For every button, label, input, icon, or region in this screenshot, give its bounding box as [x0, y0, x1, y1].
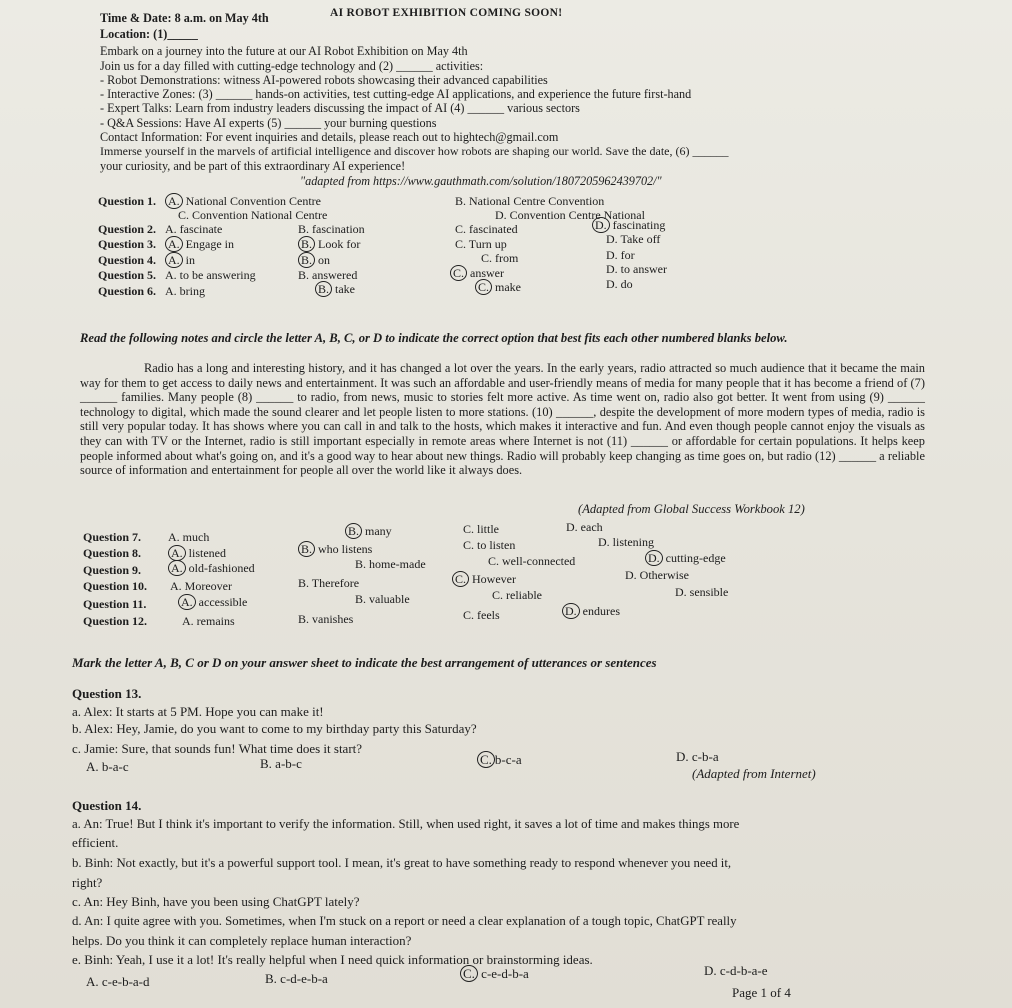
q10-option-a[interactable]: A. Moreover: [170, 579, 232, 593]
q4-option-a[interactable]: A. in: [165, 253, 195, 267]
q14-line-d2: helps. Do you think it can completely replace human interaction?: [72, 933, 412, 948]
time-date: Time & Date: 8 a.m. on May 4th: [100, 11, 269, 25]
q13-option-b[interactable]: B. a-b-c: [260, 756, 302, 771]
q14-label: Question 14.: [72, 798, 142, 813]
q14-line-b2: right?: [72, 875, 103, 890]
page-number: Page 1 of 4: [732, 985, 791, 1000]
q14-line-d: d. An: I quite agree with you. Sometimes, when I'm stuck on a report or need a clear explanation of a tough topic, ChatGPT really: [72, 914, 737, 928]
q10-option-b[interactable]: B. Therefore: [298, 576, 360, 590]
q6-option-a[interactable]: A. bring: [165, 284, 205, 298]
notice-line-5: - Expert Talks: Learn from industry leaders discussing the impact of AI (4) ______ various sectors: [100, 101, 580, 115]
q10-option-c[interactable]: C. However: [452, 572, 516, 586]
q11-option-c[interactable]: C. reliable: [492, 588, 542, 602]
q14-option-d[interactable]: D. c-d-b-a-e: [704, 963, 768, 978]
notice-line-9: your curiosity, and be part of this extraordinary AI experience!: [100, 159, 406, 173]
notice-line-3: - Robot Demonstrations: witness AI-powered robots showcasing their advanced capabilities: [100, 73, 548, 87]
q4-label: Question 4.: [98, 253, 157, 267]
q5-label: Question 5.: [98, 268, 157, 282]
q6-label: Question 6.: [98, 284, 157, 298]
q13-option-a[interactable]: A. b-a-c: [86, 759, 129, 774]
q8-option-a[interactable]: A. listened: [168, 546, 226, 560]
q8-option-b[interactable]: B. who listens: [298, 542, 372, 556]
q2-option-a[interactable]: A. fascinate: [165, 222, 223, 236]
q1-label: Question 1.: [98, 194, 157, 208]
q3-option-c[interactable]: C. Turn up: [455, 237, 507, 251]
q7-label: Question 7.: [83, 530, 142, 544]
q7-option-d[interactable]: D. each: [566, 520, 603, 534]
q14-option-a[interactable]: A. c-e-b-a-d: [86, 974, 150, 989]
passage-source: (Adapted from Global Success Workbook 12): [578, 502, 805, 516]
q13-line-c: c. Jamie: Sure, that sounds fun! What time does it start?: [72, 741, 363, 756]
q12-label: Question 12.: [83, 614, 148, 628]
q7-option-b[interactable]: B. many: [345, 524, 392, 538]
q11-option-d[interactable]: D. sensible: [675, 585, 729, 599]
q14-line-c: c. An: Hey Binh, have you been using ChatGPT lately?: [72, 894, 360, 909]
q1-option-a[interactable]: A. National Convention Centre: [165, 194, 321, 208]
q10-option-d[interactable]: D. Otherwise: [625, 568, 689, 582]
q4-option-d[interactable]: D. for: [606, 248, 635, 262]
q5-option-b[interactable]: B. answered: [298, 268, 358, 282]
q3-option-a[interactable]: A. Engage in: [165, 237, 234, 251]
q12-option-a[interactable]: A. remains: [182, 614, 235, 628]
q14-line-a: a. An: True! But I think it's important to verify the information. Still, when used right, it saves a lot of time and makes things more: [72, 817, 740, 831]
q14-option-c[interactable]: C. c-e-d-b-a: [460, 967, 529, 981]
q6-option-d[interactable]: D. do: [606, 277, 633, 291]
q6-option-b[interactable]: B. take: [315, 282, 355, 296]
q1-option-b[interactable]: B. National Centre Convention: [455, 194, 605, 208]
notice-line-4: - Interactive Zones: (3) ______ hands-on activities, test cutting-edge AI applications, and experience the future first-hand: [100, 87, 692, 101]
q5-option-c[interactable]: C. answer: [450, 266, 504, 280]
location-line: Location: (1)_____: [100, 27, 198, 41]
q11-label: Question 11.: [83, 597, 147, 611]
q7-option-c[interactable]: C. little: [463, 522, 499, 536]
q14-line-b: b. Binh: Not exactly, but it's a powerful support tool. I mean, it's great to have something ready to respond whenever you need it,: [72, 856, 732, 870]
q13-line-a: a. Alex: It starts at 5 PM. Hope you can make it!: [72, 704, 324, 719]
notice-line-1: Embark on a journey into the future at our AI Robot Exhibition on May 4th: [100, 44, 468, 58]
q3-label: Question 3.: [98, 237, 157, 251]
q13-option-c[interactable]: C. b-c-a: [477, 753, 522, 767]
q9-option-b[interactable]: B. home-made: [355, 557, 426, 571]
q2-option-c[interactable]: C. fascinated: [455, 222, 518, 236]
q8-option-c[interactable]: C. to listen: [463, 538, 516, 552]
q9-option-d[interactable]: D. cutting-edge: [645, 551, 726, 565]
radio-passage: Radio has a long and interesting history, and it has changed a lot over the years. In the early years, radio attracted so much audience that it became the main way for them to get access to daily news and entertainment. It was such an affordable and user-friendly means of media for many people that it has become a friend of (7) ______ families. Many people (8) ______ to radio, from news, music to stories felt more active. As time went on, radio also got better. It went from using (9) ______ technology to digital, which made the sound clearer and let people listen to more stations. (10) ______, despite the development of more modern types of media, radio is still very popular today. It has shows where you can call in and talk to the hosts, which makes it interactive and fun. And even though people cannot enjoy the visuals as they can with TV or the Internet, radio is still important especially in remote areas where Internet is not (11) ______ or affordable for certain populations. It helps keep people informed about what's going on, and it's a good way to hear about new things. Radio will probably keep changing as time goes on, but radio (12) ______ a reliable source of information and entertainment for people all over the world like it always does.: [80, 361, 925, 478]
notice-line-7: Contact Information: For event inquiries and details, please reach out to hightech@gmail.com: [100, 130, 559, 144]
q3-option-d[interactable]: D. Take off: [606, 232, 661, 246]
q2-label: Question 2.: [98, 222, 157, 236]
q11-option-a[interactable]: A. accessible: [178, 595, 247, 609]
q2-option-b[interactable]: B. fascination: [298, 222, 365, 236]
q14-option-b[interactable]: B. c-d-e-b-a: [265, 971, 328, 986]
instruction-2: Mark the letter A, B, C or D on your answer sheet to indicate the best arrangement of utterances or sentences: [72, 655, 657, 670]
q13-label: Question 13.: [72, 686, 142, 701]
q6-option-c[interactable]: C. make: [475, 280, 521, 294]
source-note: "adapted from https://www.gauthmath.com/solution/1807205962439702/": [300, 174, 662, 188]
q4-option-c[interactable]: C. from: [481, 251, 519, 265]
q13-option-d[interactable]: D. c-b-a: [676, 749, 719, 764]
instruction-1: Read the following notes and circle the letter A, B, C, or D to indicate the correct option that best fits each other numbered blanks below.: [80, 331, 788, 345]
notice-line-2: Join us for a day filled with cutting-edge technology and (2) ______ activities:: [100, 59, 484, 73]
notice-line-8: Immerse yourself in the marvels of artificial intelligence and discover how robots are shaping our world. Save the date, (6) ______: [100, 144, 729, 158]
q13-line-b: b. Alex: Hey, Jamie, do you want to come to my birthday party this Saturday?: [72, 721, 477, 736]
q4-option-b[interactable]: B. on: [298, 253, 330, 267]
q3-option-b[interactable]: B. Look for: [298, 237, 360, 251]
notice-line-6: - Q&A Sessions: Have AI experts (5) ______ your burning questions: [100, 116, 437, 130]
q7-option-a[interactable]: A. much: [168, 530, 210, 544]
q14-line-e: e. Binh: Yeah, I use it a lot! It's really helpful when I need quick information or brainstorming ideas.: [72, 952, 593, 967]
q10-label: Question 10.: [83, 579, 148, 593]
q5-option-a[interactable]: A. to be answering: [165, 268, 256, 282]
q8-label: Question 8.: [83, 546, 142, 560]
q9-label: Question 9.: [83, 563, 142, 577]
q11-option-b[interactable]: B. valuable: [355, 592, 410, 606]
q12-option-b[interactable]: B. vanishes: [298, 612, 354, 626]
q9-option-a[interactable]: A. old-fashioned: [168, 561, 255, 575]
q12-option-c[interactable]: C. feels: [463, 608, 500, 622]
q1-option-d[interactable]: D. Convention Centre National: [495, 208, 645, 222]
q2-option-d[interactable]: D. fascinating: [592, 218, 665, 232]
q13-source: (Adapted from Internet): [692, 766, 816, 781]
q8-option-d[interactable]: D. listening: [598, 535, 654, 549]
q9-option-c[interactable]: C. well-connected: [488, 554, 576, 568]
exhibition-title: AI ROBOT EXHIBITION COMING SOON!: [330, 7, 563, 19]
q5-option-d[interactable]: D. to answer: [606, 262, 667, 276]
q12-option-d[interactable]: D. endures: [562, 604, 620, 618]
q14-line-a2: efficient.: [72, 835, 119, 850]
q1-option-c[interactable]: C. Convention National Centre: [178, 208, 328, 222]
